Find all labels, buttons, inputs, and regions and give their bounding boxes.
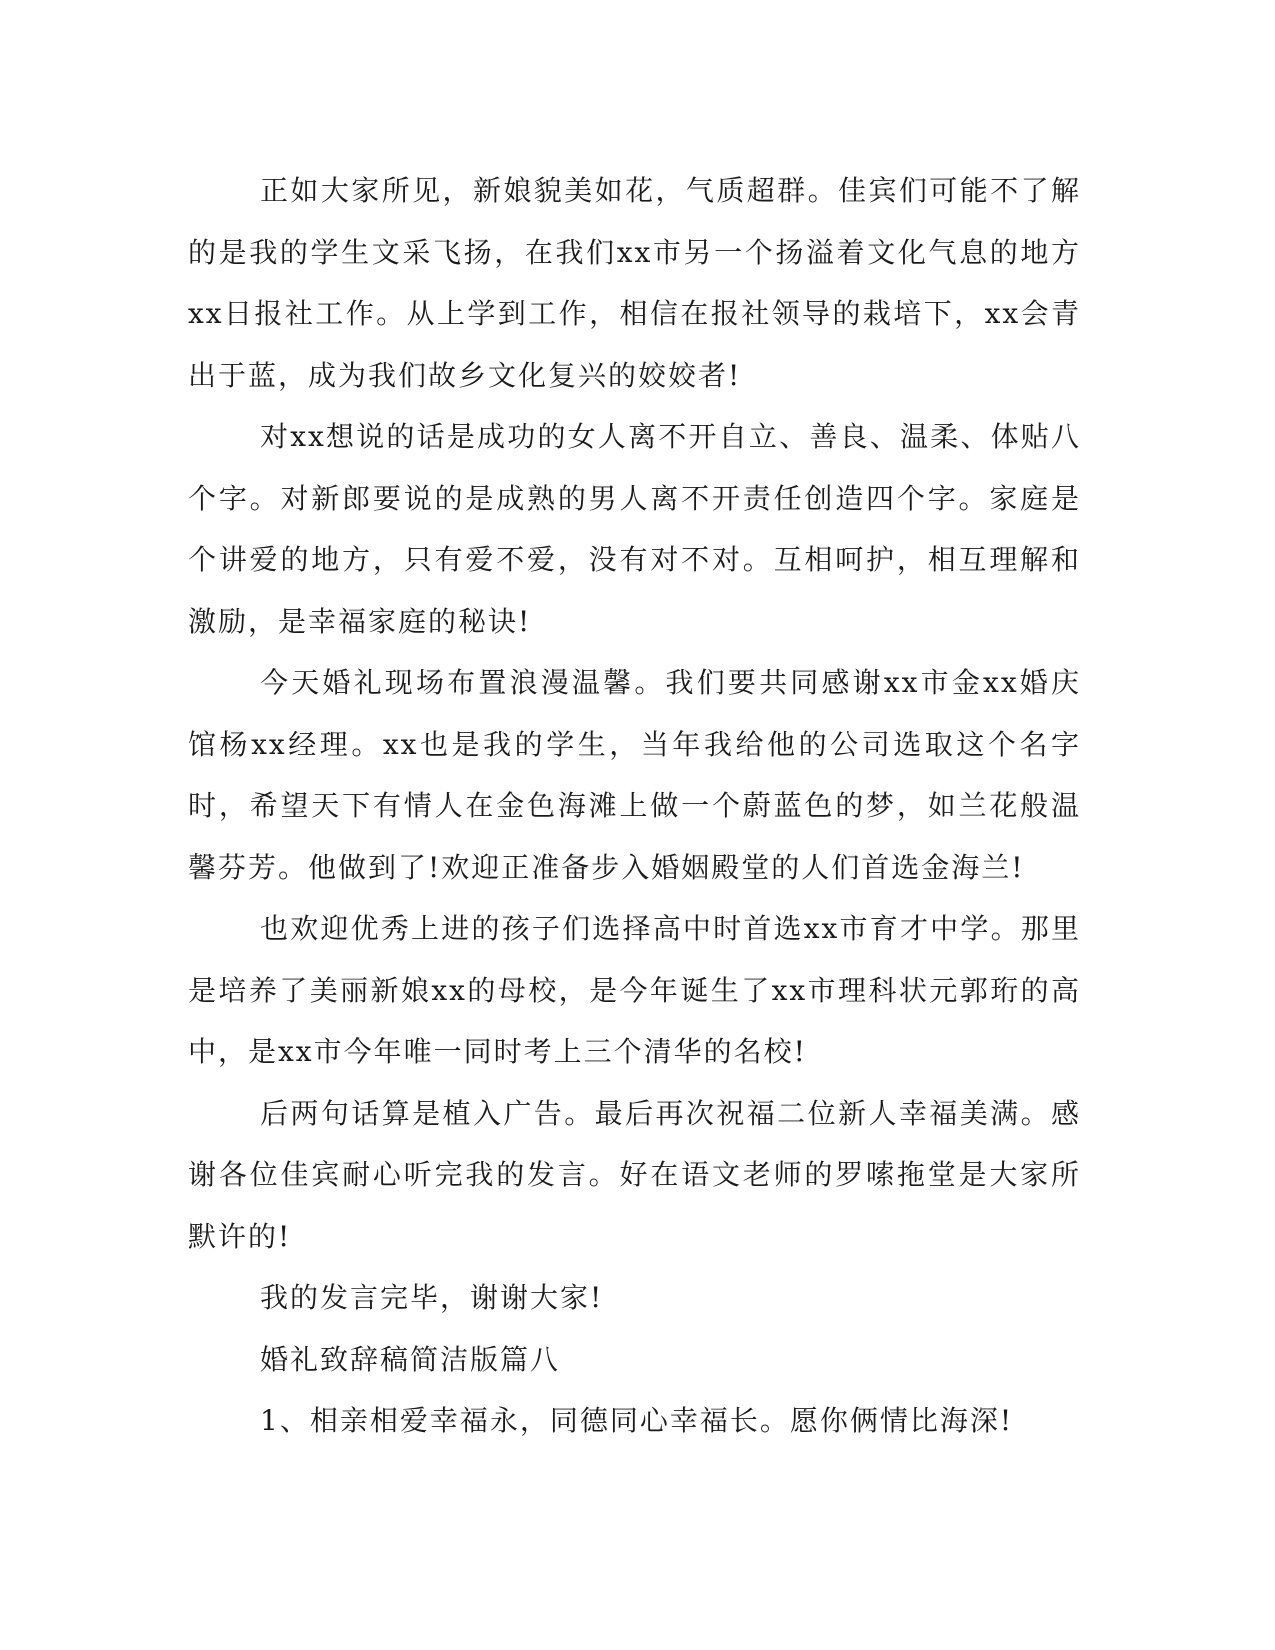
document-body (188, 160, 1081, 1452)
closing-line: 我的发言完毕，谢谢大家! (260, 1281, 604, 1314)
paragraph-1: 正如大家所见，新娘貌美如花，气质超群。佳宾们可能不了解的是我的学生文采飞扬，在我们xx市另一个扬溢着文化气息的地方xx日报社工作。从上学到工作，相信在报社领导的栽培下，xx会青出于蓝，成为我们故乡文化复兴的姣姣者! (188, 174, 1081, 392)
section-title: 婚礼致辞稿简洁版篇八 (260, 1342, 561, 1376)
paragraph-2: 对xx想说的话是成功的女人离不开自立、善良、温柔、体贴八个字。对新郎要说的是成熟的男人离不开责任创造四个字。家庭是个讲爱的地方，只有爱不爱，没有对不对。互相呵护，相互理解和激励，是幸福家庭的秘诀! (188, 420, 1081, 638)
paragraph-4: 也欢迎优秀上进的孩子们选择高中时首选xx市育才中学。那里是培养了美丽新娘xx的母校，是今年诞生了xx市理科状元郭珩的高中，是xx市今年唯一同时考上三个清华的名校! (188, 912, 1081, 1068)
list-item-1: 1、相亲相爱幸福永，同德同心幸福长。愿你俩情比海深! (260, 1404, 1014, 1437)
paragraph-5: 后两句话算是植入广告。最后再次祝福二位新人幸福美满。感谢各位佳宾耐心听完我的发言。好在语文老师的罗嗦拖堂是大家所默许的! (188, 1096, 1081, 1253)
paragraph-3: 今天婚礼现场布置浪漫温馨。我们要共同感谢xx市金xx婚庆馆杨xx经理。xx也是我的学生，当年我给他的公司选取这个名字时，希望天下有情人在金色海滩上做一个蔚蓝色的梦，如兰花般温馨芬芳。他做到了!欢迎正准备步入婚姻殿堂的人们首选金海兰! (188, 666, 1081, 884)
